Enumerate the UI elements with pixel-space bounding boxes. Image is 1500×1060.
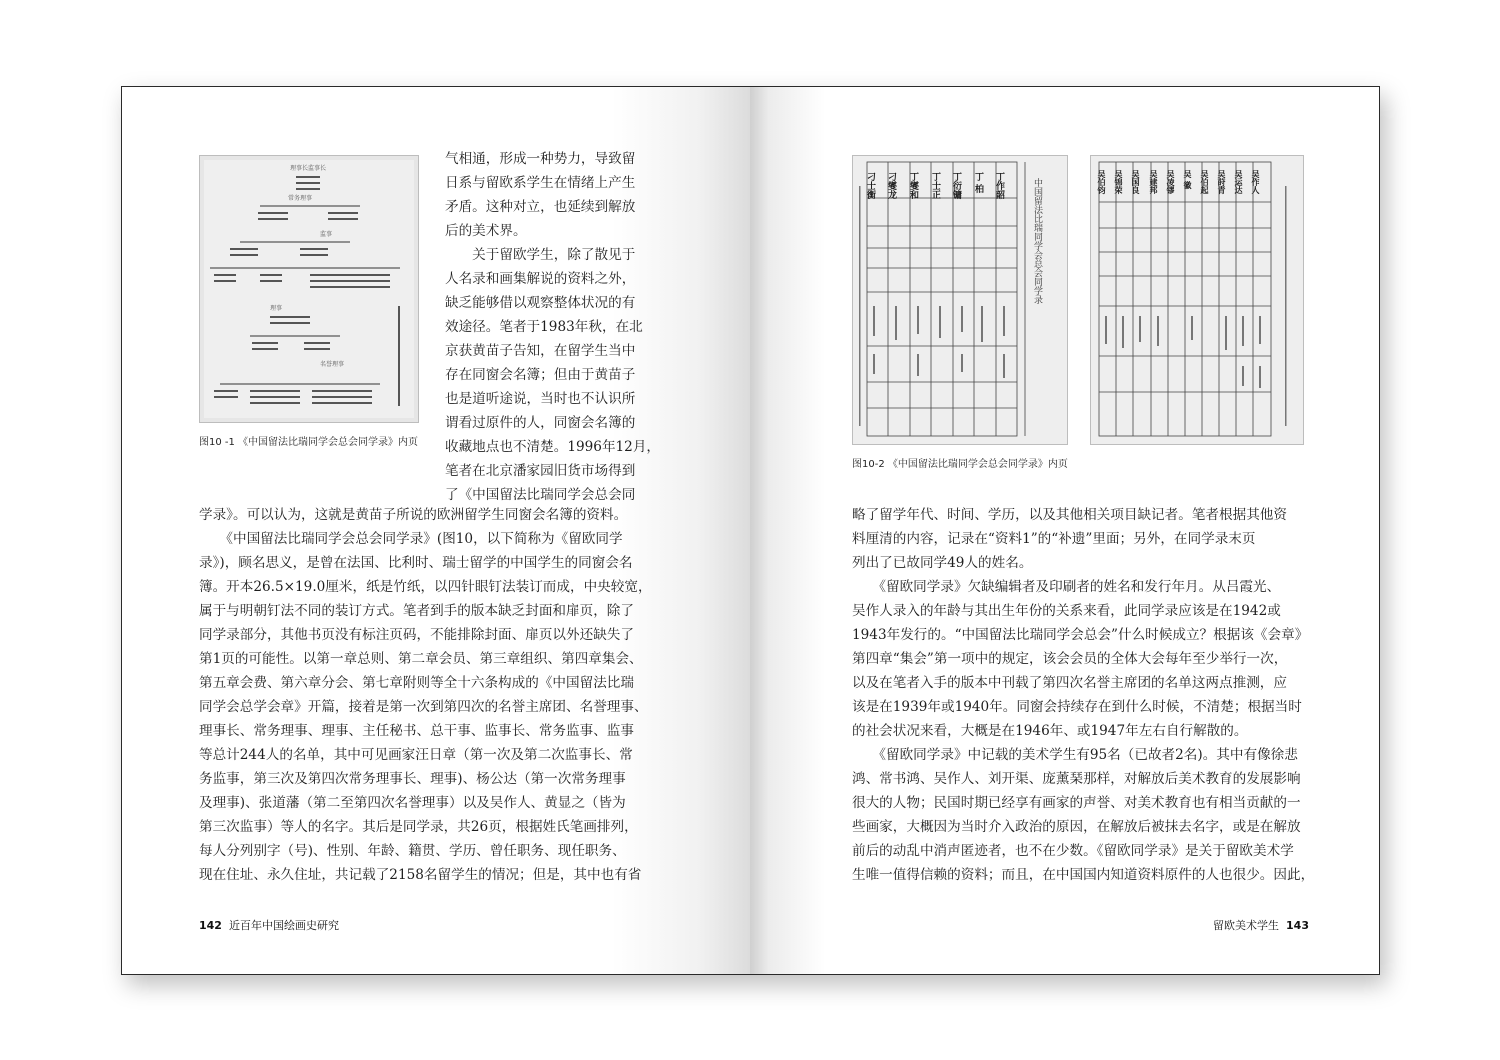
text-line: 学录》。可以认为，这就是黄苗子所说的欧洲留学生同窗会名簿的资料。 (199, 507, 628, 523)
text-line: 该是在1939年或1940年。同窗会持续存在到什么时候，不清楚；根据当时 (852, 699, 1302, 715)
text-line: 第三次监事）等人的名字。其后是同学录，共26页，根据姓氏笔画排列， (199, 819, 638, 835)
svg-text:吴国良: 吴国良 (1131, 170, 1141, 194)
running-title: 留欧美术学生 (1213, 919, 1280, 932)
text-line: 《留欧同学录》中记载的美术学生有95名（已故者2名)。其中有像徐悲 (852, 747, 1298, 763)
svg-text:丁燮和: 丁燮和 (908, 172, 918, 199)
svg-text:监事: 监事 (320, 231, 333, 238)
text-line: 料厘清的内容，记录在“资料1”的“补遗”里面；另外，在同学录末页 (852, 531, 1256, 547)
svg-text:吴伯钧: 吴伯钧 (1097, 170, 1107, 194)
text-line: 录》)，顾名思义，是曾在法国、比利时、瑞士留学的中国学生的同窗会名 (199, 555, 633, 571)
text-line: 《留欧同学录》欠缺编辑者及印刷者的姓名和发行年月。从吕霞光、 (852, 579, 1281, 595)
svg-text:吴 徽: 吴 徽 (1183, 170, 1193, 189)
figure-10-1-image (199, 155, 419, 423)
text-line: 《中国留法比瑞同学会总会同学录》(图10，以下简称为《留欧同学 (199, 531, 623, 547)
text-line: 日系与留欧系学生在情绪上产生 (445, 175, 636, 191)
text-line: 鸿、常书鸿、吴作人、刘开渠、庞薰琹那样，对解放后美术教育的发展影响 (852, 771, 1301, 787)
figure-10-2-image-b (1090, 155, 1304, 445)
svg-text:吴伯起: 吴伯起 (1200, 170, 1210, 194)
text-line: 缺乏能够借以观察整体状况的有 (445, 295, 636, 311)
text-line: 存在同窗会名簿；但由于黄苗子 (445, 367, 636, 383)
text-line: 些画家，大概因为当时介入政治的原因，在解放后被抹去名字，或是在解放 (852, 819, 1301, 835)
text-line: 等总计244人的名单，其中可见画家汪日章（第一次及第二次监事长、常 (199, 747, 633, 763)
text-line: 也是道听途说，当时也不认识所 (445, 391, 636, 407)
text-line: 1943年发行的。“中国留法比瑞同学会总会”什么时候成立？根据该《会章》 (852, 627, 1309, 643)
svg-text:理事: 理事 (270, 305, 283, 312)
text-line: 理事长、常务理事、理事、主任秘书、总干事、监事长、常务监事、监事 (199, 723, 634, 739)
svg-text:吴作人: 吴作人 (1251, 170, 1261, 194)
text-line: 关于留欧学生，除了散见于 (445, 247, 636, 263)
svg-text:丁士正: 丁士正 (930, 172, 940, 199)
left-page (122, 87, 750, 974)
figure-10-2-caption: 图10-2 《中国留法比瑞同学会总会同学录》内页 (852, 459, 1068, 470)
text-line: 以及在笔者入手的版本中刊载了第四次名誉主席团的名单这两点推测，应 (852, 675, 1287, 691)
page-number: 142 (199, 919, 222, 932)
register-page-scan-b (1091, 156, 1303, 444)
svg-text:丁作韶: 丁作韶 (994, 172, 1004, 199)
svg-text:吴凌镠: 吴凌镠 (1166, 170, 1176, 194)
text-line: 前后的动乱中消声匿迹者，也不在少数。《留欧同学录》是关于留欧美术学 (852, 843, 1294, 859)
org-chart-scan (200, 156, 418, 422)
text-line: 同学会总学会章》开篇，接着是第一次到第四次的名誉主席团、名誉理事、 (199, 699, 648, 715)
text-line: 效途径。笔者于1983年秋，在北 (445, 319, 643, 335)
svg-text:吴锦荣: 吴锦荣 (1114, 170, 1124, 194)
text-line: 吴作人录入的年龄与其出生年份的关系来看，此同学录应该是在1942或 (852, 603, 1281, 619)
text-line: 及理事)、张道藩（第二至第四次名誉理事）以及吴作人、黄显之（皆为 (199, 795, 626, 811)
register-page-scan-a (853, 156, 1067, 444)
text-line: 略了留学年代、时间、学历，以及其他相关项目缺记者。笔者根据其他资 (852, 507, 1287, 523)
right-page (750, 87, 1379, 974)
text-line: 后的美术界。 (445, 223, 527, 239)
running-title: 近百年中国绘画史研究 (228, 919, 339, 932)
text-line: 第四章“集会”第一项中的规定，该会会员的全体大会每年至少举行一次， (852, 651, 1288, 667)
svg-text:刁燮龙: 刁燮龙 (886, 172, 896, 199)
svg-text:丁 柏: 丁 柏 (973, 172, 983, 194)
text-line: 矛盾。这种对立，也延续到解放 (445, 199, 636, 215)
text-line: 第五章会费、第六章分会、第七章附则等全十六条构成的《中国留法比瑞 (199, 675, 634, 691)
text-line: 现在住址、永久住址，共记载了2158名留学生的情况；但是，其中也有省 (199, 867, 642, 883)
text-line: 同学录部分，其他书页没有标注页码，不能排除封面、扉页以外还缺失了 (199, 627, 634, 643)
svg-text:吴建邦: 吴建邦 (1149, 170, 1159, 194)
text-line: 气相通，形成一种势力，导致留 (445, 151, 636, 167)
text-line: 簿。开本26.5×19.0厘米，纸是竹纸，以四针眼钉法装订而成，中央较宽， (199, 579, 652, 595)
text-line: 每人分列别字（号)、性别、年龄、籍贯、学历、曾任职务、现任职务、 (199, 843, 626, 859)
text-line: 生唯一值得信赖的资料；而且，在中国国内知道资料原件的人也很少。因此， (852, 867, 1315, 883)
figure-10-2-image-a (852, 155, 1068, 445)
svg-text:常务理事: 常务理事 (288, 195, 313, 202)
text-line: 务监事，第三次及第四次常务理事长、理事)、杨公达（第一次常务理事 (199, 771, 626, 787)
svg-text:名誉理事: 名誉理事 (320, 361, 345, 368)
text-line: 列出了已故同学49人的姓名。 (852, 555, 1033, 571)
register-title-text: 中国留法比瑞同学会总会同学录 (1032, 178, 1042, 304)
text-line: 属于与明朝钉法不同的装订方式。笔者到手的版本缺乏封面和扉页，除了 (199, 603, 634, 619)
text-line: 人名录和画集解说的资料之外， (445, 271, 636, 287)
page-number: 143 (1286, 919, 1309, 932)
text-line: 笔者在北京潘家园旧货市场得到 (445, 463, 636, 479)
right-folio (1213, 917, 1309, 933)
text-line: 了《中国留法比瑞同学会总会同 (445, 487, 636, 503)
left-folio (199, 917, 339, 933)
text-line: 很大的人物；民国时期已经享有画家的声誉、对美术教育也有相当贡献的一 (852, 795, 1301, 811)
figure-10-1-caption: 图10 -1 《中国留法比瑞同学会总会同学录》内页 (199, 437, 419, 448)
book-spread (121, 86, 1380, 975)
svg-text:吴运达: 吴运达 (1234, 170, 1244, 194)
svg-text:刁士衡: 刁士衡 (865, 172, 875, 199)
text-line: 第1页的可能性。以第一章总则、第二章会员、第三章组织、第四章集会、 (199, 651, 643, 667)
text-line: 收藏地点也不清楚。1996年12月， (445, 439, 661, 455)
svg-text:丁衍镛: 丁衍镛 (951, 172, 961, 199)
svg-text:吴莳青: 吴莳青 (1217, 170, 1227, 194)
text-line: 的社会状况来看，大概是在1946年、或1947年左右自行解散的。 (852, 723, 1248, 739)
text-line: 谓看过原件的人，同窗会名簿的 (445, 415, 636, 431)
tree-label-top: 理事长监事长 (290, 165, 327, 172)
text-line: 京获黄苗子告知，在留学生当中 (445, 343, 636, 359)
